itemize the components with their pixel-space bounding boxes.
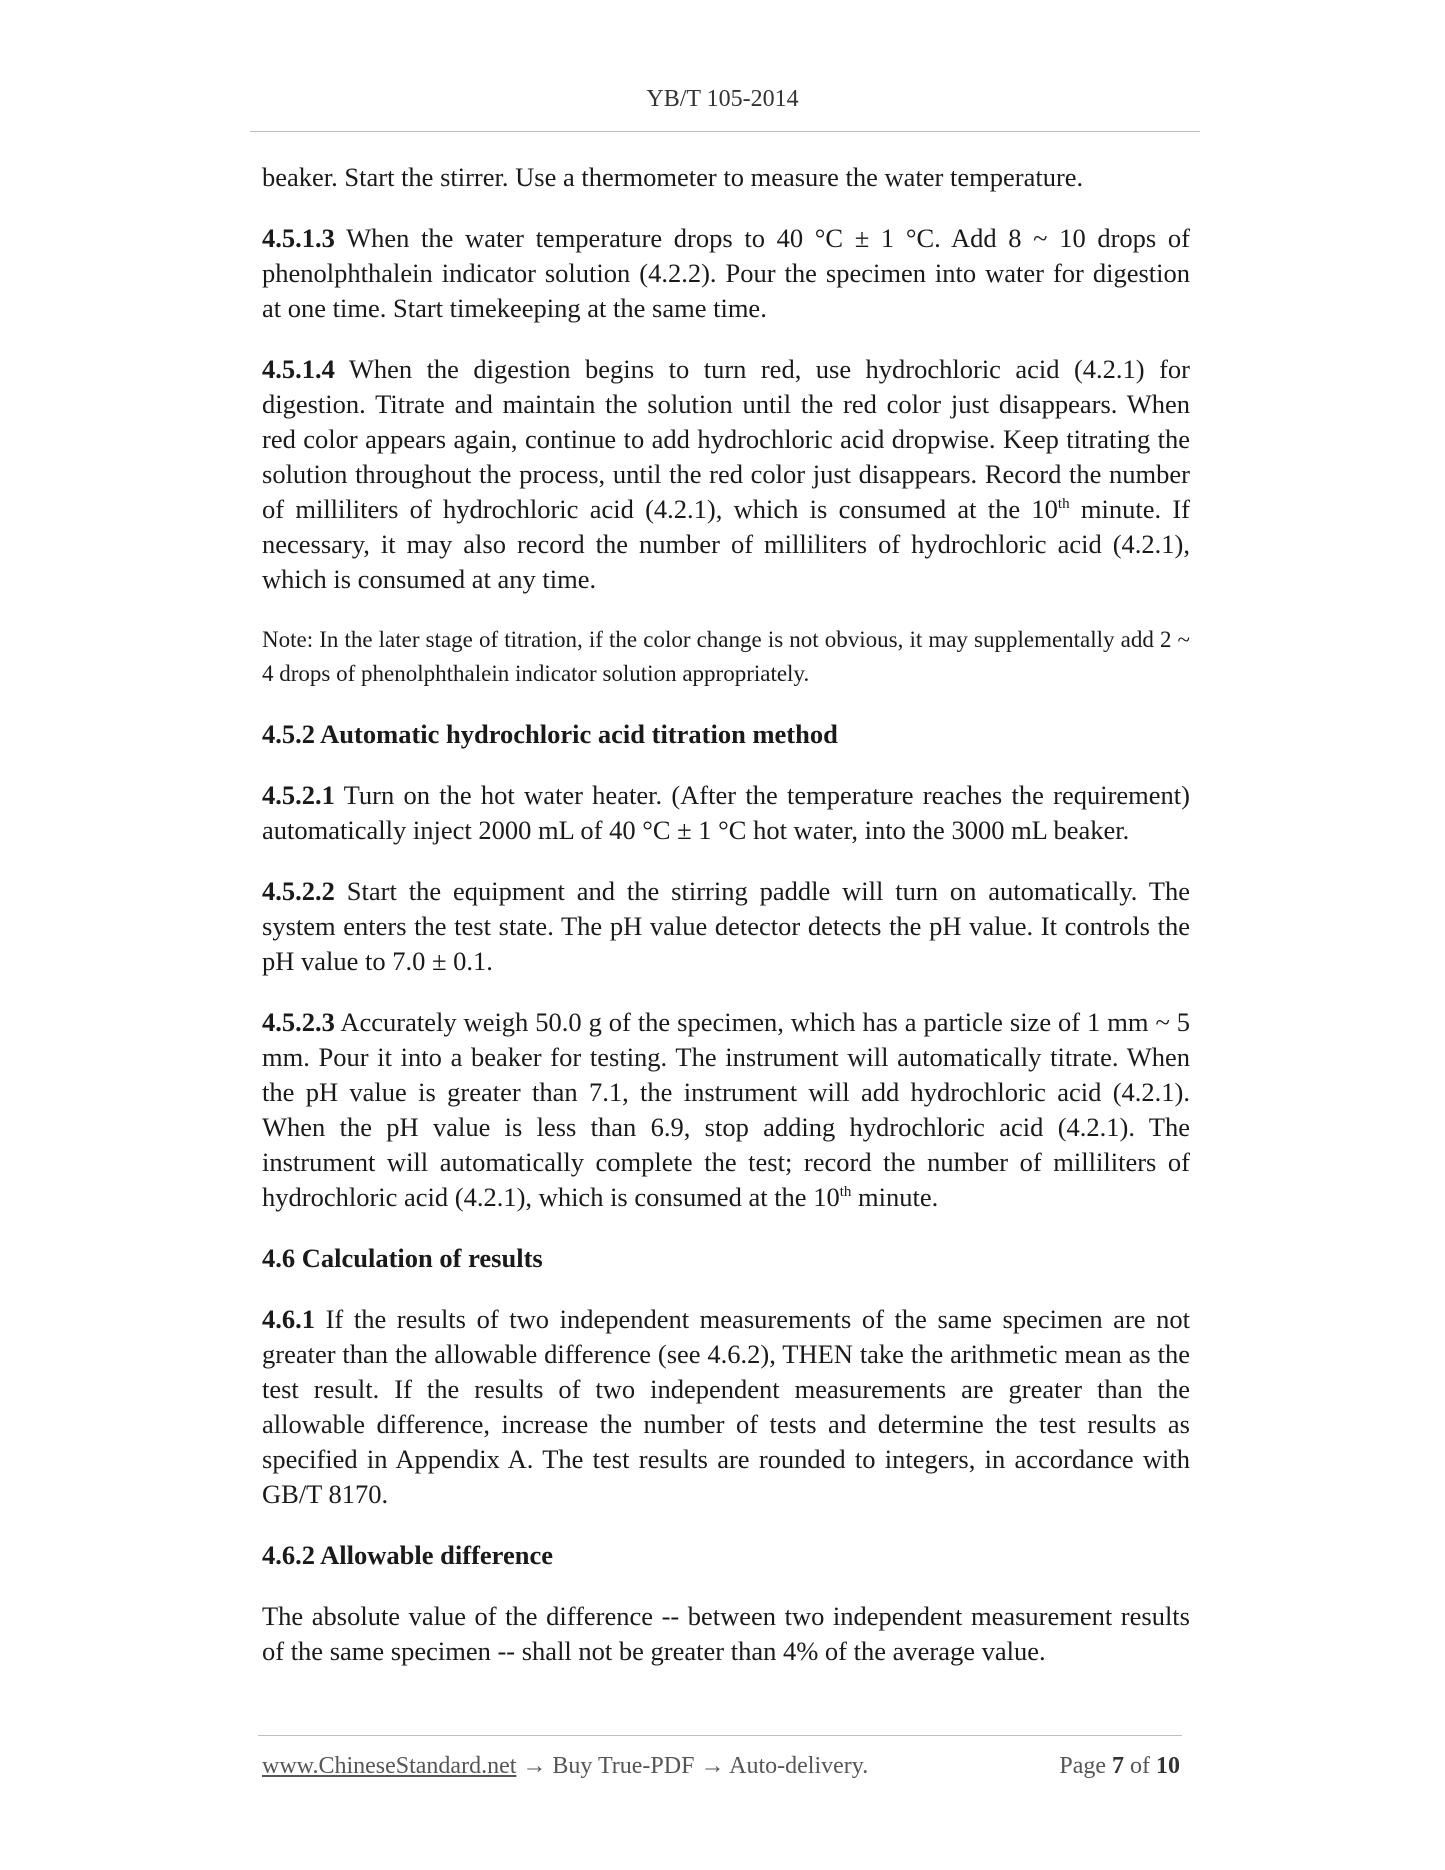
- document-body: [262, 160, 1190, 1669]
- section-heading-4-6: 4.6 Calculation of results: [262, 1243, 543, 1273]
- clause-4-5-1-4: [262, 352, 1190, 597]
- clause-4-5-2-1: [262, 778, 1190, 848]
- paragraph-text: beaker. Start the stirrer. Use a thermometer to measure the water temperature.: [262, 162, 1084, 192]
- delivery-text: Auto-delivery.: [724, 1753, 869, 1779]
- page-number: [1059, 1753, 1180, 1780]
- section-heading-4-5-2: 4.5.2 Automatic hydrochloric acid titration method: [262, 719, 838, 749]
- clause-text: When the digestion begins to turn red, use hydrochloric acid (4.2.1) for digestion. Titrate and maintain the solution until the red color just disappears. When red color appears again, continue to add hydrochloric acid dropwise. Keep titrating the solution throughout the process, until the red color just disappears. Record the number of milliliters of hydrochloric acid (4.2.1), which is consumed at the 10: [262, 354, 1190, 524]
- clause-text: minute. If necessary, it may also record the number of milliliters of hydrochloric acid (4.2.1), which is consumed at any time.: [262, 494, 1190, 594]
- clause-text: Start the equipment and the stirring paddle will turn on automatically. The system enters the test state. The pH value detector detects the pH value. It controls the pH value to 7.0 ± 0.1.: [262, 876, 1190, 976]
- page-footer: [262, 1753, 1180, 1787]
- footer-promo: [262, 1753, 868, 1780]
- clause-number: 4.5.1.4: [262, 354, 335, 384]
- clause-4-6-1: [262, 1302, 1190, 1512]
- paragraph-continuation: [262, 160, 1190, 195]
- clause-4-5-1-3: [262, 221, 1190, 326]
- superscript: th: [1057, 496, 1070, 513]
- document-header: YB/T 105-2014: [646, 86, 799, 112]
- paragraph-allowable-difference: [262, 1599, 1190, 1669]
- website-link[interactable]: www.ChineseStandard.net: [262, 1753, 517, 1779]
- of-label: of: [1124, 1753, 1156, 1779]
- paragraph-text: The absolute value of the difference -- between two independent measurement results of the same specimen -- shall not be greater than 4% of the average value.: [262, 1601, 1190, 1666]
- total-pages: 10: [1156, 1753, 1180, 1779]
- clause-text: If the results of two independent measurements of the same specimen are not greater than the allowable difference (see 4.6.2), THEN take the arithmetic mean as the test result. If the results of two independent measurements are greater than the allowable difference, increase the number of tests and determine the test results as specified in Appendix A. The test results are rounded to integers, in accordance with GB/T 8170.: [262, 1304, 1190, 1509]
- clause-text: When the water temperature drops to 40 °C ± 1 °C. Add 8 ~ 10 drops of phenolphthalein indicator solution (4.2.2). Pour the specimen into water for digestion at one time. Start timekeeping at the same time.: [262, 223, 1190, 323]
- arrow-right-icon: →: [522, 1753, 547, 1779]
- note: [262, 623, 1190, 691]
- superscript: th: [839, 1184, 852, 1201]
- page-label: Page: [1059, 1753, 1112, 1779]
- clause-number: 4.5.2.2: [262, 876, 335, 906]
- clause-text: minute.: [851, 1182, 939, 1212]
- arrow-right-icon: →: [700, 1753, 725, 1779]
- clause-4-5-2-3: [262, 1005, 1190, 1215]
- footer-divider: [258, 1735, 1182, 1736]
- clause-number: 4.5.1.3: [262, 223, 335, 253]
- note-text: Note: In the later stage of titration, if the color change is not obvious, it may supplementally add 2 ~ 4 drops of phenolphthalein indicator solution appropriately.: [262, 627, 1190, 686]
- clause-number: 4.6.1: [262, 1304, 315, 1334]
- clause-text: Turn on the hot water heater. (After the temperature reaches the requirement) automatically inject 2000 mL of 40 °C ± 1 °C hot water, into the 3000 mL beaker.: [262, 780, 1190, 845]
- clause-number: 4.5.2.3: [262, 1007, 335, 1037]
- clause-4-5-2-2: [262, 874, 1190, 979]
- current-page: 7: [1112, 1753, 1124, 1779]
- header-divider: [250, 131, 1200, 132]
- section-heading-4-6-2: 4.6.2 Allowable difference: [262, 1540, 553, 1570]
- clause-number: 4.5.2.1: [262, 780, 335, 810]
- buy-text: Buy True-PDF: [546, 1753, 701, 1779]
- clause-text: Accurately weigh 50.0 g of the specimen, which has a particle size of 1 mm ~ 5 mm. Pour it into a beaker for testing. The instrument will automatically titrate. When the pH value is greater than 7.1, the instrument will add hydrochloric acid (4.2.1). When the pH value is less than 6.9, stop adding hydrochloric acid (4.2.1). The instrument will automatically complete the test; record the number of milliliters of hydrochloric acid (4.2.1), which is consumed at the 10: [262, 1007, 1190, 1212]
